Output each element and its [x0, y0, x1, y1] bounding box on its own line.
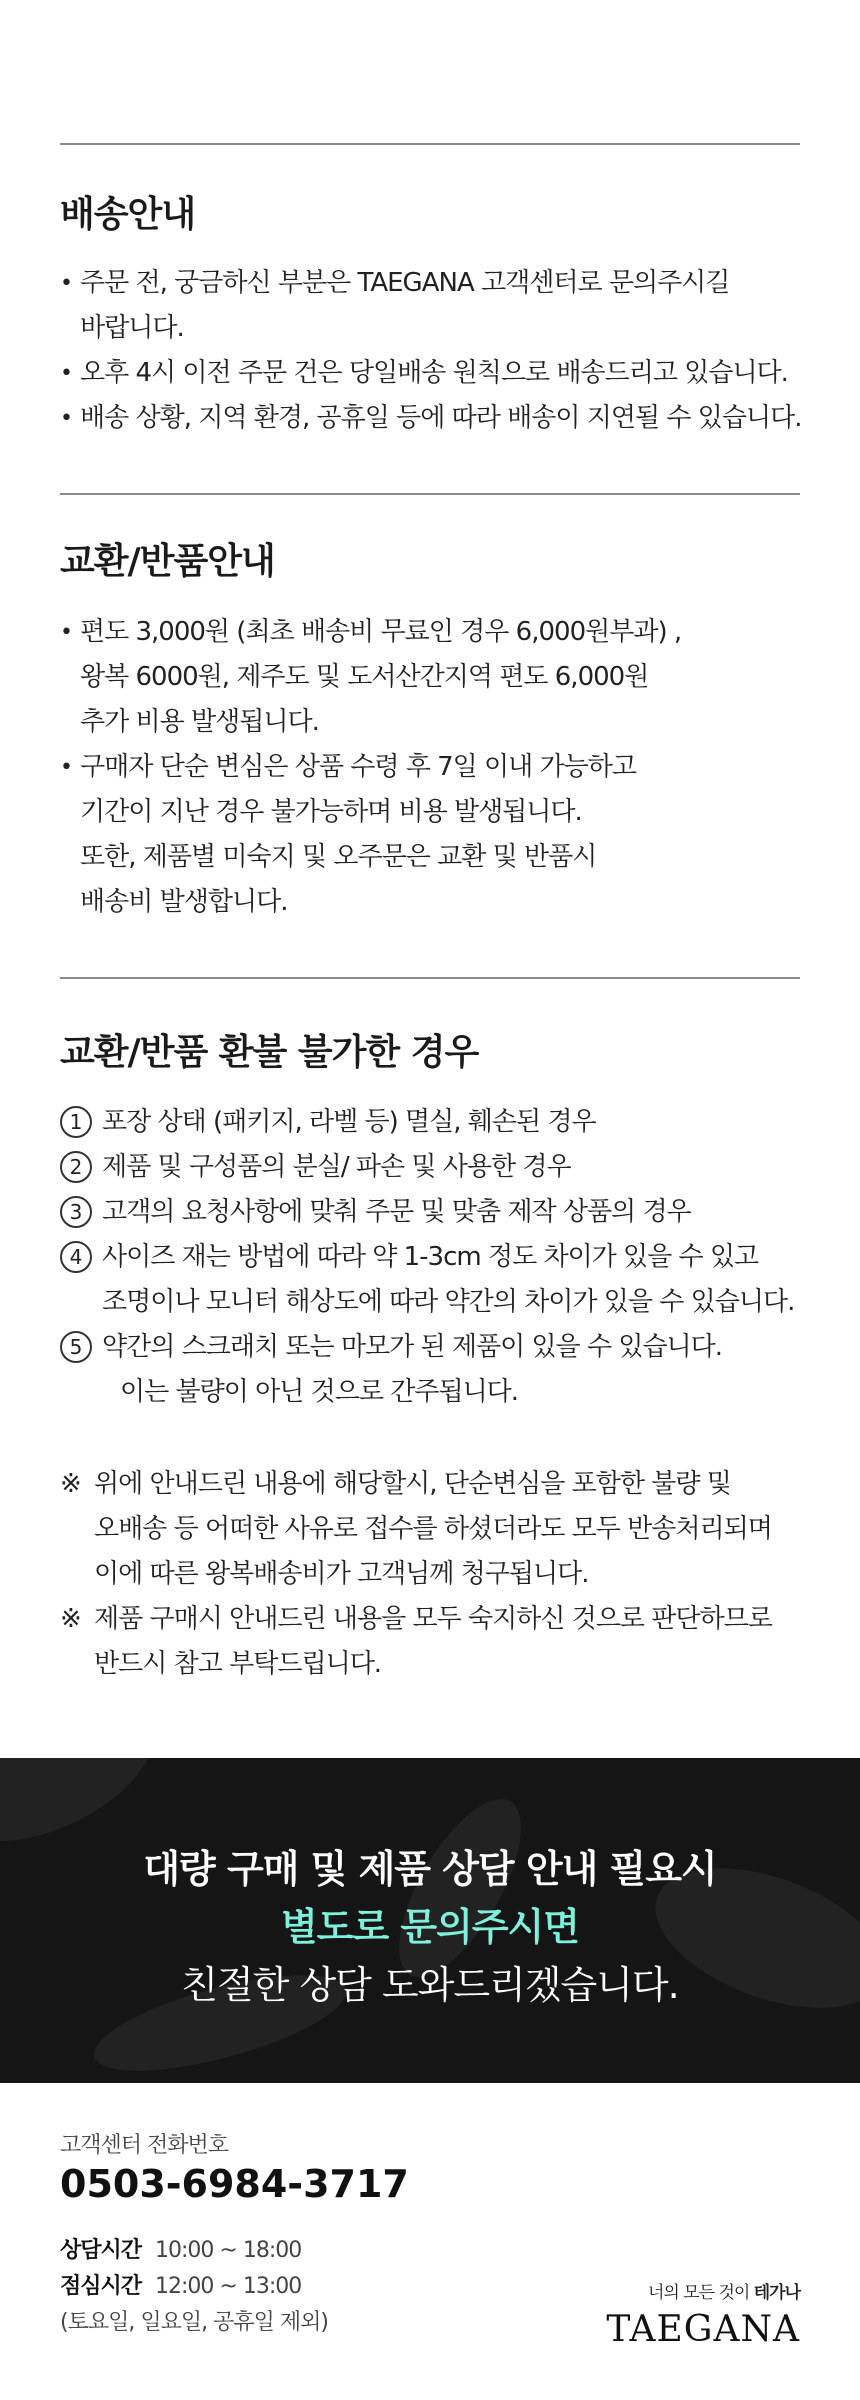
- exchange-title: 교환/반품안내: [60, 541, 275, 582]
- closed-note: (토요일, 일요일, 공휴일 제외): [60, 2310, 328, 2335]
- circled-number: 3: [60, 1196, 92, 1228]
- inquiry-banner: [0, 1758, 860, 2083]
- brand-block: [606, 2278, 800, 2350]
- brand-tagline: 너의 모든 것이 테가나: [647, 2283, 800, 2303]
- list-item: 5 약간의 스크래치 또는 마모가 된 제품이 있을 수 있습니다. 이는 불량이 아닌 것으로 간주됩니다.: [60, 1325, 820, 1415]
- circled-number: 1: [60, 1106, 92, 1138]
- list-item: 3 고객의 요청사항에 맞춰 주문 및 맞춤 제작 상품의 경우: [60, 1190, 820, 1235]
- list-item: • 오후 4시 이전 주문 건은 당일배송 원칙으로 배송드리고 있습니다.: [60, 351, 820, 396]
- shipping-title: 배송안내: [60, 194, 196, 235]
- list-item: • 배송 상황, 지역 환경, 공휴일 등에 따라 배송이 지연될 수 있습니다.: [60, 396, 820, 441]
- list-item: 4 사이즈 재는 방법에 따라 약 1-3cm 정도 차이가 있을 수 있고 조명이나 모니터 해상도에 따라 약간의 차이가 있을 수 있습니다.: [60, 1235, 820, 1325]
- shipping-list: [60, 261, 820, 441]
- phone-number[interactable]: 0503-6984-3717: [60, 2162, 409, 2206]
- banner-line-2: 별도로 문의주시면: [281, 1905, 579, 1949]
- list-item: • 주문 전, 궁금하신 부분은 TAEGANA 고객센터로 문의주시길 바랍니다.: [60, 261, 820, 351]
- circled-number: 2: [60, 1151, 92, 1183]
- list-item: • 구매자 단순 변심은 상품 수령 후 7일 이내 가능하고 기간이 지난 경우 불가능하며 비용 발생됩니다. 또한, 제품별 미숙지 및 오주문은 교환 및 반품시 배송비 발생합니다.: [60, 745, 820, 925]
- notice-item: ※ 위에 안내드린 내용에 해당할시, 단순변심을 포함한 불량 및 오배송 등 어떠한 사유로 접수를 하셨더라도 모두 반송처리되며 이에 따른 왕복배송비가 고객님께 청구됩니다.: [60, 1462, 820, 1597]
- reference-mark: ※: [60, 1469, 81, 1499]
- notice-list: [60, 1462, 820, 1687]
- lunch-hours-row: 점심시간 12:00 ~ 13:00: [60, 2274, 302, 2299]
- notice-item: ※ 제품 구매시 안내드린 내용을 모두 숙지하신 것으로 판단하므로 반드시 참고 부탁드립니다.: [60, 1597, 820, 1687]
- consult-hours-row: 상담시간 10:00 ~ 18:00: [60, 2238, 302, 2263]
- banner-line-1: 대량 구매 및 제품 상담 안내 필요시: [143, 1847, 717, 1891]
- brand-logo: TAEGANA: [606, 2309, 800, 2350]
- circled-number: 4: [60, 1241, 92, 1273]
- list-item: 2 제품 및 구성품의 분실/ 파손 및 사용한 경우: [60, 1145, 820, 1190]
- list-item: 1 포장 상태 (패키지, 라벨 등) 멸실, 훼손된 경우: [60, 1100, 820, 1145]
- phone-label: 고객센터 전화번호: [60, 2133, 229, 2158]
- exchange-divider: [60, 493, 800, 495]
- exchange-list: [60, 610, 820, 925]
- no-refund-title: 교환/반품 환불 불가한 경우: [60, 1032, 479, 1073]
- no-refund-list: [60, 1100, 820, 1415]
- circled-number: 5: [60, 1331, 92, 1363]
- no-refund-divider: [60, 977, 800, 979]
- business-hours: [60, 2233, 328, 2341]
- reference-mark: ※: [60, 1604, 81, 1634]
- banner-line-3: 친절한 상담 도와드리겠습니다.: [181, 1963, 679, 2007]
- top-divider: [60, 143, 800, 145]
- list-item: • 편도 3,000원 (최초 배송비 무료인 경우 6,000원부과) , 왕복 6000원, 제주도 및 도서산간지역 편도 6,000원 추가 비용 발생됩니다.: [60, 610, 820, 745]
